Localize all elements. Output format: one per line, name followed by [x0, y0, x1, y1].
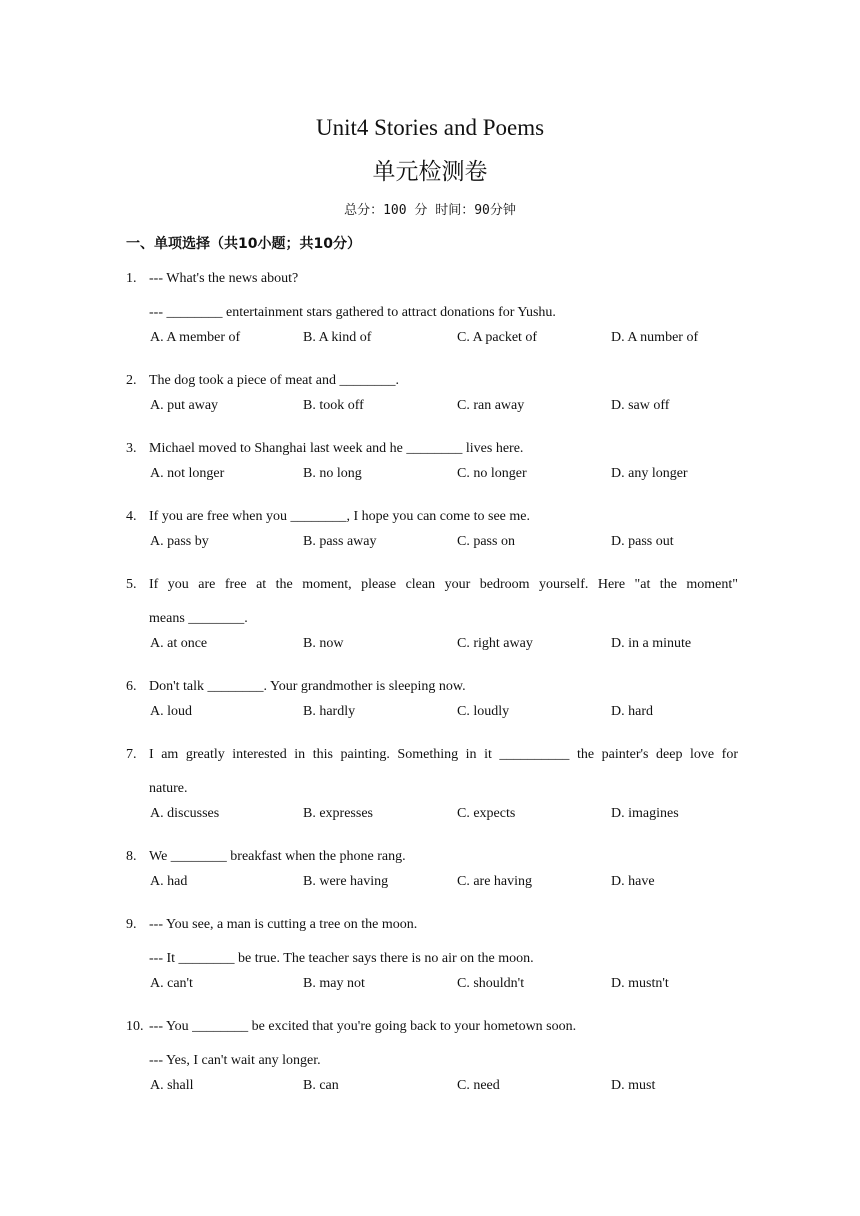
- question-number: 4.: [126, 509, 137, 524]
- question-number: 10.: [126, 1019, 144, 1034]
- question-text: --- You see, a man is cutting a tree on the moon.: [149, 917, 418, 932]
- answer-option-b: B. no long: [303, 466, 362, 481]
- answer-option-b: B. hardly: [303, 704, 356, 719]
- answer-option-c: C. are having: [457, 874, 533, 889]
- question-text: If you are free at the moment, please clean your bedroom yourself. Here "at the moment": [149, 577, 738, 592]
- question-number: 1.: [126, 271, 137, 286]
- answer-option-b: B. took off: [303, 398, 364, 413]
- question-stem: [126, 908, 738, 942]
- question-item: [126, 262, 738, 364]
- answer-option-a: A. A member of: [150, 330, 241, 345]
- answer-option-b: B. may not: [303, 976, 365, 991]
- question-stem: [126, 364, 738, 398]
- answer-option-d: D. hard: [611, 704, 653, 719]
- answer-option-c: C. right away: [457, 636, 533, 651]
- question-stem: [126, 738, 738, 772]
- question-item: [126, 840, 738, 908]
- answer-options: [126, 330, 738, 364]
- question-text: Don't talk ________. Your grandmother is sleeping now.: [149, 679, 466, 694]
- answer-option-d: D. mustn't: [611, 976, 669, 991]
- answer-option-d: D. in a minute: [611, 636, 692, 651]
- question-text-continued: --- ________ entertainment stars gathered to attract donations for Yushu.: [149, 305, 556, 320]
- answer-option-a: A. had: [150, 874, 188, 889]
- answer-option-b: B. pass away: [303, 534, 377, 549]
- question-stem: [126, 500, 738, 534]
- question-text: The dog took a piece of meat and ________.: [149, 373, 399, 388]
- question-number: 8.: [126, 849, 137, 864]
- answer-option-d: D. A number of: [611, 330, 699, 345]
- answer-options: [126, 976, 738, 1010]
- question-number: 7.: [126, 747, 137, 762]
- question-item: [126, 1010, 738, 1112]
- question-stem: [126, 262, 738, 296]
- answer-option-a: A. at once: [150, 636, 208, 651]
- question-text: Michael moved to Shanghai last week and he ________ lives here.: [149, 441, 524, 456]
- question-text: I am greatly interested in this painting. Something in it __________ the painter's deep love for: [149, 747, 738, 762]
- answer-option-c: C. need: [457, 1078, 500, 1093]
- section-title: 一、单项选择（共10小题；共10分）: [126, 236, 361, 252]
- question-item: [126, 364, 738, 432]
- question-text: --- What's the news about?: [149, 271, 299, 286]
- answer-options: [126, 636, 738, 670]
- question-item: [126, 908, 738, 1010]
- answer-options: [126, 806, 738, 840]
- answer-option-b: B. can: [303, 1078, 339, 1093]
- answer-option-c: C. loudly: [457, 704, 510, 719]
- answer-options: [126, 1078, 738, 1112]
- answer-option-b: B. were having: [303, 874, 389, 889]
- question-text: We ________ breakfast when the phone rang.: [149, 849, 406, 864]
- answer-options: [126, 466, 738, 500]
- question-number: 5.: [126, 577, 137, 592]
- question-stem: [126, 1010, 738, 1044]
- question-item: [126, 568, 738, 670]
- exam-meta: 总分：100 分 时间：90分钟: [344, 203, 516, 218]
- answer-option-a: A. can't: [150, 976, 193, 991]
- question-list: [126, 262, 738, 1112]
- answer-option-c: C. pass on: [457, 534, 515, 549]
- answer-option-a: A. loud: [150, 704, 192, 719]
- question-text-continued: nature.: [149, 781, 188, 796]
- question-number: 2.: [126, 373, 137, 388]
- answer-option-b: B. expresses: [303, 806, 373, 821]
- question-text-continued: --- It ________ be true. The teacher says there is no air on the moon.: [149, 951, 534, 966]
- question-number: 9.: [126, 917, 137, 932]
- answer-option-c: C. expects: [457, 806, 516, 821]
- question-stem: [126, 840, 738, 874]
- question-item: [126, 500, 738, 568]
- answer-option-d: D. have: [611, 874, 655, 889]
- page-subtitle: 单元检测卷: [372, 159, 488, 184]
- answer-option-c: C. A packet of: [457, 330, 538, 345]
- question-text: --- You ________ be excited that you're going back to your hometown soon.: [149, 1019, 577, 1034]
- question-stem: [126, 670, 738, 704]
- answer-option-a: A. not longer: [150, 466, 225, 481]
- answer-option-d: D. imagines: [611, 806, 679, 821]
- answer-options: [126, 398, 738, 432]
- question-stem: [126, 568, 738, 602]
- answer-option-b: B. A kind of: [303, 330, 372, 345]
- answer-option-d: D. saw off: [611, 398, 670, 413]
- question-item: [126, 432, 738, 500]
- answer-option-a: A. discusses: [150, 806, 220, 821]
- answer-options: [126, 704, 738, 738]
- answer-option-d: D. pass out: [611, 534, 674, 549]
- answer-options: [126, 874, 738, 908]
- answer-option-c: C. no longer: [457, 466, 527, 481]
- answer-option-a: A. pass by: [150, 534, 209, 549]
- answer-option-c: C. ran away: [457, 398, 525, 413]
- question-stem: [126, 432, 738, 466]
- answer-options: [126, 534, 738, 568]
- question-text-continued: means ________.: [149, 611, 248, 626]
- answer-option-d: D. must: [611, 1078, 656, 1093]
- answer-option-b: B. now: [303, 636, 344, 651]
- question-item: [126, 670, 738, 738]
- question-number: 3.: [126, 441, 137, 456]
- answer-option-a: A. shall: [150, 1078, 194, 1093]
- page-title: Unit4 Stories and Poems: [315, 115, 545, 140]
- answer-option-c: C. shouldn't: [457, 976, 525, 991]
- question-item: [126, 738, 738, 840]
- answer-option-d: D. any longer: [611, 466, 688, 481]
- question-text-continued: --- Yes, I can't wait any longer.: [149, 1053, 321, 1068]
- answer-option-a: A. put away: [150, 398, 219, 413]
- question-text: If you are free when you ________, I hope you can come to see me.: [149, 509, 530, 524]
- question-number: 6.: [126, 679, 137, 694]
